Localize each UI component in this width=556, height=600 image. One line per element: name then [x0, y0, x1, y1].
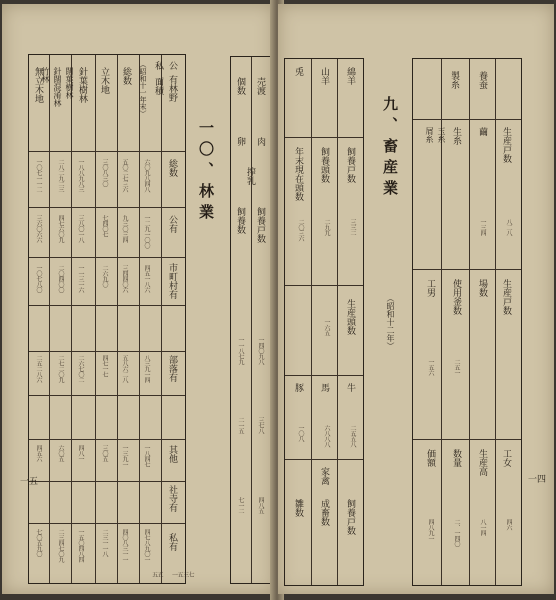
value-6-1: 三六〇六六	[35, 215, 42, 243]
left-page	[2, 4, 274, 594]
silk-col-1: 場数	[477, 279, 487, 297]
livestock-value-0: 二五五八	[349, 425, 356, 447]
poultry-col-3: 生産頭数	[345, 299, 355, 335]
silk-table	[412, 58, 522, 586]
value-1-2: 三四四〇六	[121, 265, 128, 293]
row-label-3: 闊葉樹林	[65, 67, 74, 99]
silk-row-3: 玉糸	[437, 127, 446, 143]
value-3-5: 一五〇四八四	[77, 529, 84, 562]
corner-number-0: 一五三七	[172, 572, 195, 579]
value-6-2: 一〇七八〇	[35, 265, 42, 293]
extra-header-0: 飼養戸数	[255, 207, 265, 243]
livestock-extra-table	[230, 56, 272, 584]
value-3-0: 一八八九八三	[77, 159, 84, 192]
livestock-value-2: 一〇八	[297, 425, 304, 442]
silk-row-4: 屑糸	[425, 127, 434, 143]
silk-header-sub: 製糸	[449, 71, 459, 89]
value-3-3: 二六七〇二	[77, 355, 84, 383]
poultry-value-2: 二〇三六	[297, 219, 304, 241]
row-label-2: 針葉樹林	[77, 67, 87, 103]
silk-col-7: 価額	[425, 449, 435, 467]
value-0-3: 八三九一四	[143, 355, 150, 383]
page-number-left: 一五	[20, 477, 39, 487]
page-number-right: 一四	[528, 475, 547, 485]
poultry-col-0: 飼養戸数	[345, 147, 355, 183]
livestock-col-1: 成畜数	[319, 499, 329, 526]
extra-value-0: 一四〇九八	[257, 337, 264, 365]
value-6-0: 一〇七一一二	[35, 159, 42, 192]
value-0-0: 六〇九八四八	[143, 159, 150, 192]
value-3-4: 四八一	[77, 445, 84, 462]
silk-value-4: 四六	[505, 519, 512, 530]
value-4-4: 六〇五	[57, 445, 64, 462]
col-header-4: 其他	[167, 445, 177, 463]
header-forest: 有林野	[167, 75, 177, 102]
middle-col-3: 卵	[235, 137, 245, 146]
silk-col-3: 工男	[425, 279, 435, 297]
value-0-1: 一二九一〇〇	[143, 215, 150, 248]
header-private: 私	[153, 61, 163, 70]
value-0-4: 一八四七	[143, 445, 150, 467]
section-title-livestock: 九、畜産業	[381, 96, 399, 201]
silk-col-0: 生産戸数	[501, 279, 511, 315]
poultry-col-1: 飼養頭数	[319, 147, 329, 183]
value-6-5: 七〇五九〇	[35, 529, 42, 557]
livestock-row-0: 牛	[345, 383, 355, 392]
value-3-2: 一一三一六	[77, 265, 84, 293]
livestock-row-2: 豚	[293, 383, 303, 392]
header-area: 面積	[153, 77, 163, 95]
value-1-1: 九三〇三四	[121, 215, 128, 243]
silk-value-5: 八一四	[479, 519, 486, 536]
poultry-row-3: 家禽	[319, 467, 329, 485]
middle-col-0: 売渡	[255, 77, 265, 95]
silk-value-3: 一五六	[427, 359, 434, 376]
livestock-value-1: 六八八八	[323, 425, 330, 447]
livestock-row-1: 馬	[319, 383, 329, 392]
col-header-6: 私有	[167, 533, 177, 551]
value-4-0: 二八二九二三	[57, 159, 64, 192]
value-1-5: 四〇八三一一	[121, 529, 128, 562]
header-year: （昭和十一年末）	[139, 61, 147, 117]
value-2-5: 二三一一八	[101, 529, 108, 557]
silk-value-7: 四八九一	[427, 519, 434, 541]
section-title-forestry: 一〇、林業	[197, 120, 215, 225]
silk-value-1: 一三四	[479, 219, 486, 236]
col-header-2: 市町村有	[167, 263, 177, 299]
col-header-0: 総数	[167, 159, 177, 177]
value-3-1: 三八〇一八	[77, 215, 84, 243]
silk-value-2: 二五一	[453, 359, 460, 376]
silk-col-5: 生産高	[477, 449, 487, 476]
extra-value-1: 一一八七九	[237, 337, 244, 365]
silk-value-0: 八二八	[505, 219, 512, 236]
row-label-6: 無立木地	[33, 67, 43, 103]
value-0-5: 四七八九〇一	[143, 529, 150, 562]
poultry-value-3: 一六五	[323, 319, 330, 336]
row-label-1: 立木地	[99, 67, 109, 94]
col-header-5: 社寺有	[167, 485, 177, 512]
extra-value-4: 四八五	[257, 497, 264, 514]
poultry-table	[284, 58, 364, 586]
middle-col-1: 個数	[235, 77, 245, 95]
value-2-2: 二六九〇	[101, 265, 108, 287]
value-4-2: 二〇四〇〇	[57, 265, 64, 293]
silk-header-main: 養蚕	[477, 71, 487, 89]
poultry-col-2: 年末現在頭数	[293, 147, 303, 201]
row-label-4: 針闊混淆林	[53, 67, 62, 107]
value-4-1: 四七六〇九	[57, 215, 64, 243]
value-4-3: 二七二〇九	[57, 355, 64, 383]
middle-col-4: 搾乳	[245, 167, 255, 185]
right-page	[278, 4, 554, 594]
row-label-5: 竹林	[41, 67, 50, 83]
value-2-1: 七四〇七	[101, 215, 108, 237]
silk-value-6: 二、一四〇	[453, 519, 460, 547]
livestock-col-2: 雛数	[293, 499, 303, 517]
poultry-value-0: 三三二	[349, 219, 356, 236]
value-6-3: 二五二八六	[35, 355, 42, 383]
silk-row-1: 繭	[477, 127, 487, 136]
value-1-0: 五〇二七三六	[121, 159, 128, 192]
value-0-2: 四五一八六	[143, 265, 150, 293]
value-2-4: 三〇五	[101, 445, 108, 462]
extra-value-3: 二一五	[237, 417, 244, 434]
poultry-row-2: 兎	[293, 67, 303, 76]
silk-col-2: 使用釜数	[451, 279, 461, 315]
value-2-3: 四七一七	[101, 355, 108, 377]
col-header-3: 部落有	[167, 355, 177, 382]
poultry-row-0: 綿羊	[345, 67, 355, 85]
livestock-col-0: 飼養戸数	[345, 499, 355, 535]
value-6-4: 四五六	[35, 445, 42, 462]
value-4-5: 二三四七〇九	[57, 529, 64, 562]
silk-row-2: 生糸	[451, 127, 461, 145]
forest-area-table	[28, 54, 186, 584]
extra-header-1: 飼養数	[235, 207, 245, 234]
value-1-4: 一三九一	[121, 445, 128, 467]
poultry-row-1: 山羊	[319, 67, 329, 85]
poultry-value-1: 二九九	[323, 219, 330, 236]
extra-value-5: 七一二	[237, 497, 244, 514]
silk-row-0: 生産戸数	[501, 127, 511, 163]
value-1-3: 五八六二八	[121, 355, 128, 383]
section-year-livestock: （昭和十二年）	[386, 294, 395, 350]
silk-col-6: 数量	[451, 449, 461, 467]
corner-number-1: 五五	[152, 572, 164, 579]
silk-col-4: 工女	[501, 449, 511, 467]
col-header-1: 公有	[167, 215, 177, 233]
row-label-0: 総数	[121, 67, 131, 85]
value-2-0: 三〇八三〇	[101, 159, 108, 187]
extra-value-2: 三七八	[257, 417, 264, 434]
middle-col-2: 肉	[255, 137, 265, 146]
header-public: 公	[167, 61, 177, 70]
